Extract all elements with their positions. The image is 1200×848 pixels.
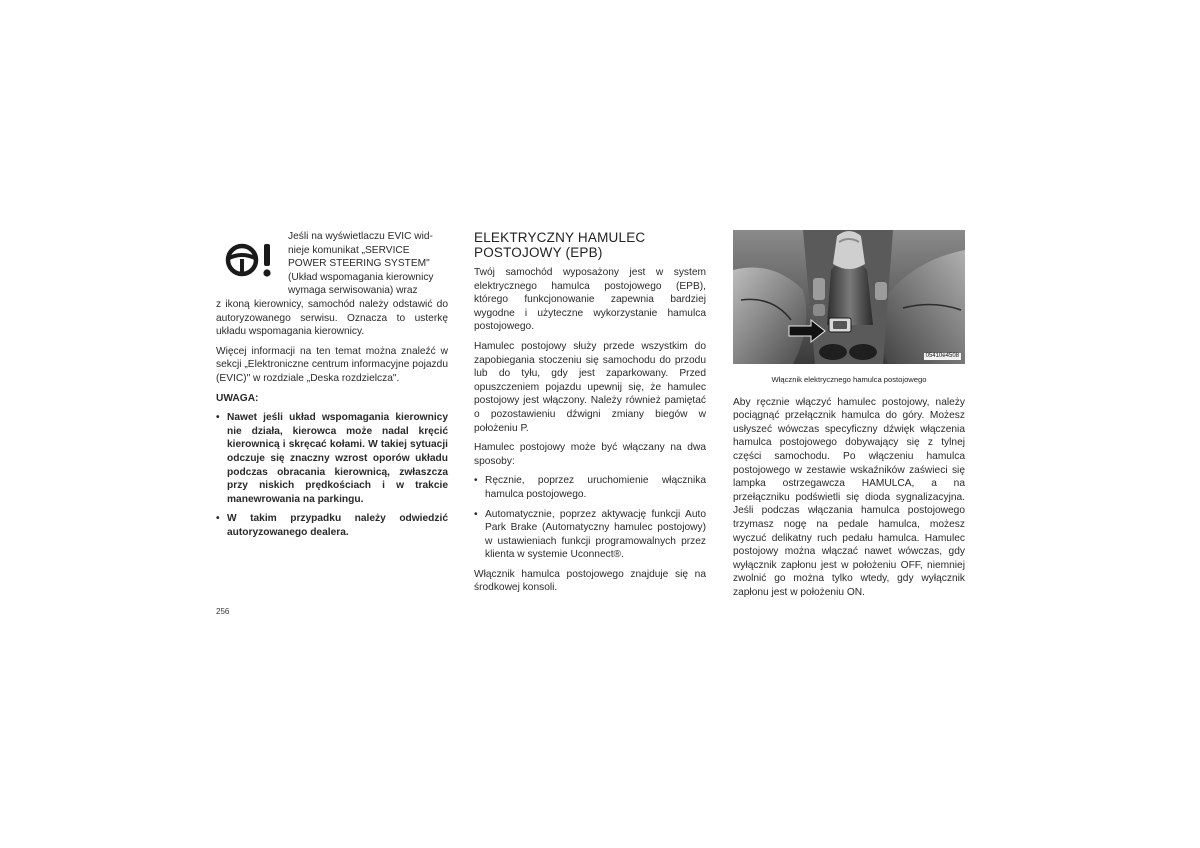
manual-engage-paragraph: Aby ręcznie włączyć hamulec postojowy, należy pociągnąć przełącznik hamulca do góry. Możesz usłyszeć wówczas specyficzny dźwięk włączenia hamulca postojowego dobywający się z tylnej części samochodu. Po włączeniu hamulca postojowego w zestawie wskaźników zaświeci się lampka ostrzegawcza HAMULCA, a na przełączniku podświetli się dioda sygnalizacyjna. Jeśli podczas włączania hamulca postojowego trzymasz nogę na pedale hamulca, możesz wyczuć delikatny ruch pedału hamulca. Hamulec postojowy można włączać nawet wówczas, gdy wyłącznik zapłonu jest w położeniu OFF, niemniej zwolnić go można tylko wtedy, gdy wyłącznik zapłonu jest w położeniu ON. [733,396,965,598]
heading-line: ELEKTRYCZNY HAMULEC [474,230,646,245]
caution-label: UWAGA: [216,392,259,404]
warning-line: Jeśli na wyświetlaczu EVIC wid- [288,231,433,242]
method-item: • Automatycznie, poprzez aktywację funkcji Auto Park Brake (Automatyczny hamulec postojowy) w ustawieniach funkcji programowalnych przez klienta w systemie Uconnect®. [474,508,706,562]
image-reference-code: 05410e4508 [925,353,959,359]
warning-text [288,230,448,298]
steering-wheel-warning-icon [222,238,278,282]
console-photo-image [733,230,965,364]
more-info-paragraph: Więcej informacji na ten temat można znaleźć w sekcji „Elektroniczne centrum informacyjne pojazdu (EVIC)" w rozdziale „Deska rozdzielcza". [216,345,448,384]
methods-paragraph: Hamulec postojowy może być włączany na dwa sposoby: [474,442,706,467]
intro-paragraph: Twój samochód wyposażony jest w system elektrycznego hamulca postojowego (EPB), którego funkcjonowanie zapewnia bardziej wygodne i użyteczne wykorzystanie hamulca postojowego. [474,267,706,333]
photo-caption: Włącznik elektrycznego hamulca postojowego [771,375,927,384]
heading-line: POSTOJOWY (EPB) [474,245,603,260]
warning-block [216,230,448,298]
method-item: • Ręcznie, poprzez uruchomienie włącznika hamulca postojowego. [474,474,706,501]
page-number: 256 [216,607,230,616]
methods-list [474,474,706,562]
column-right [733,230,965,606]
column-middle [474,230,706,601]
caution-item: • W takim przypadku należy odwiedzić autoryzowanego dealera. [216,512,448,539]
warning-line: nieje komunikat „SERVICE [288,244,410,256]
caution-list [216,411,448,539]
column-left [216,230,448,546]
warning-continuation: z ikoną kierownicy, samochód należy odstawić do autoryzowanego serwisu. Oznacza to usterkę układu wspomagania kierownicy. [216,299,448,338]
location-paragraph: Włącznik hamulca postojowego znajduje się na środkowej konsoli. [474,568,706,594]
warning-line: POWER STEERING SYSTEM" [288,258,430,270]
section-heading [474,230,706,260]
warning-line: wymaga serwisowania) wraz [288,285,418,297]
warning-line: (Układ wspomagania kierownicy [288,271,434,283]
purpose-paragraph: Hamulec postojowy służy przede wszystkim do zapobiegania stoczeniu się samochodu do przodu lub do tyłu, gdy jest zaparkowany. Przed opuszczeniem pojazdu upewnij się, że hamulec postojowy jest włączony. Należy również pamiętać o pozostawieniu dźwigni zmiany biegów w położeniu P. [474,340,706,434]
console-photo [733,230,965,364]
caution-item: • Nawet jeśli układ wspomagania kierownicy nie działa, kierowca może nadal kręcić kierownicą i skręcać kołami. W takiej sytuacji odczuje się znaczny wzrost oporów układu podczas obracania kierownicą, zwłaszcza przy niskich prędkościach i w trakcie manewrowania na parkingu. [216,411,448,506]
